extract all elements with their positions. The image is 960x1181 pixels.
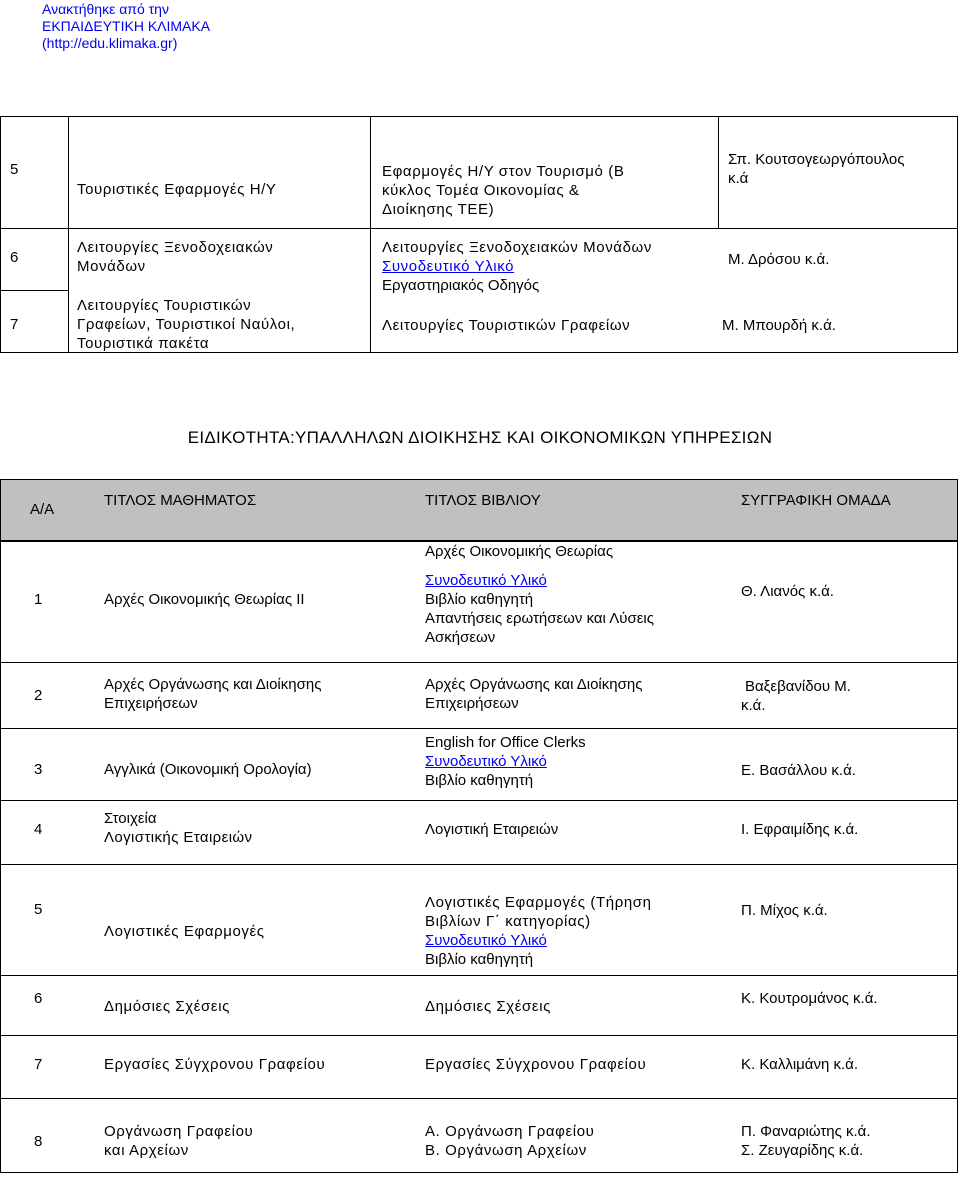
table-2-row-2-author: Βαξεβανίδου Μ. κ.ά.: [741, 678, 851, 714]
table-2-row-8-book: Α. Οργάνωση Γραφείου Β. Οργάνωση Αρχείων: [425, 1123, 595, 1159]
table-2-row-3-num: 3: [34, 761, 43, 778]
table-2-row-8-num: 8: [34, 1133, 43, 1150]
table-2-row-1-book: Αρχές Οικονομικής Θεωρίας Συνοδευτικό Υλικό Βιβλίο καθηγητή Απαντήσεις ερωτήσεων και Λύσεις Ασκήσεων: [425, 543, 654, 646]
source-line-2: ΕΚΠΑΙΔΕΥΤΙΚΗ ΚΛΙΜΑΚΑ: [42, 18, 211, 34]
table-2-row-4-course: Στοιχεία Λογιστικής Εταιρειών: [104, 810, 253, 846]
table-2-row-7-num: 7: [34, 1056, 43, 1073]
table-1-row-6-course: Λειτουργίες Ξενοδοχειακών Μονάδων: [77, 239, 274, 275]
table-1-row-5-book: Εφαρμογές Η/Υ στον Τουρισμό (Β κύκλος Τομέα Οικονομίας & Διοίκησης ΤΕΕ): [382, 163, 625, 218]
source-header: [42, 1, 210, 52]
table-2-row-3-author: Ε. Βασάλλου κ.ά.: [741, 762, 856, 779]
table-2-row-8-author: Π. Φαναριώτης κ.ά. Σ. Ζευγαρίδης κ.ά.: [741, 1123, 871, 1159]
table-1-row-5-num: 5: [10, 161, 19, 178]
table-2-row-4-author: Ι. Εφραιμίδης κ.ά.: [741, 821, 859, 838]
table-2-row-1-author: Θ. Λιανός κ.ά.: [741, 583, 834, 600]
table-2-row-7-author: Κ. Καλλιμάνη κ.ά.: [741, 1056, 858, 1073]
table-2-row-1-course: Αρχές Οικονομικής Θεωρίας ΙΙ: [104, 591, 305, 608]
table-2-row-6-num: 6: [34, 990, 43, 1007]
table-1-row-7-book: Λειτουργίες Τουριστικών Γραφείων: [382, 317, 631, 334]
table-2-row-3-course: Αγγλικά (Οικονομική Ορολογία): [104, 761, 312, 778]
table-1-row-7-num: 7: [10, 316, 19, 333]
table-2-row-1-num: 1: [34, 591, 43, 608]
table-1-row-6-book: Λειτουργίες Ξενοδοχειακών Μονάδων Συνοδευτικό Υλικό Εργαστηριακός Οδηγός: [382, 239, 652, 294]
table-2-row-4-book: Λογιστική Εταιρειών: [425, 821, 559, 838]
source-line-1: Ανακτήθηκε από την: [42, 1, 169, 17]
table-1-row-7-author: Μ. Μπουρδή κ.ά.: [722, 317, 836, 334]
header-author: ΣΥΓΓΡΑΦΙΚΗ ΟΜΑΔΑ: [741, 492, 891, 509]
section-title: ΕΙΔΙΚΟΤΗΤΑ:ΥΠΑΛΛΗΛΩΝ ΔΙΟΙΚΗΣΗΣ ΚΑΙ ΟΙΚΟΝΟΜΙΚΩΝ ΥΠΗΡΕΣΙΩΝ: [187, 428, 773, 447]
table-2-row-5-course: Λογιστικές Εφαρμογές: [104, 923, 265, 940]
header-num: Α/Α: [30, 501, 55, 518]
table-2-row-2-course: Αρχές Οργάνωσης και Διοίκησης Επιχειρήσεων: [104, 676, 322, 712]
table-2-row-7-course: Εργασίες Σύγχρονου Γραφείου: [104, 1056, 326, 1073]
table-2-row-5-author: Π. Μίχος κ.ά.: [741, 902, 828, 919]
table-2-row-5-num: 5: [34, 901, 43, 918]
table-2-row-8-course: Οργάνωση Γραφείου και Αρχείων: [104, 1123, 254, 1159]
table-1-row-7-course: Λειτουργίες Τουριστικών Γραφείων, Τουριστικοί Ναύλοι, Τουριστικά πακέτα: [77, 297, 296, 352]
table-1-row-6-author: Μ. Δρόσου κ.ά.: [728, 251, 830, 268]
source-line-3[interactable]: (http://edu.klimaka.gr): [42, 35, 178, 51]
table-2-row-7-book: Εργασίες Σύγχρονου Γραφείου: [425, 1056, 647, 1073]
table-1-row-6-num: 6: [10, 249, 19, 266]
header-course: ΤΙΤΛΟΣ ΜΑΘΗΜΑΤΟΣ: [104, 492, 257, 509]
table-2-row-6-book: Δημόσιες Σχέσεις: [425, 998, 551, 1015]
table-2-row-5-book: Λογιστικές Εφαρμογές (Τήρηση Βιβλίων Γ΄ κατηγορίας) Συνοδευτικό Υλικό Βιβλίο καθηγητή: [425, 894, 652, 968]
table-2-row-2-num: 2: [34, 687, 43, 704]
table-1-row-5-course: Τουριστικές Εφαρμογές Η/Υ: [77, 181, 277, 198]
table-2-row-4-num: 4: [34, 821, 43, 838]
table-2-row-6-course: Δημόσιες Σχέσεις: [104, 998, 230, 1015]
header-book: ΤΙΤΛΟΣ ΒΙΒΛΙΟΥ: [425, 492, 541, 509]
table-2-row-6-author: Κ. Κουτρομάνος κ.ά.: [741, 990, 878, 1007]
table-2-row-2-book: Αρχές Οργάνωσης και Διοίκησης Επιχειρήσεων: [425, 676, 643, 712]
table-1-row-5-author: Σπ. Κουτσογεωργόπουλος κ.ά: [728, 151, 905, 187]
table-2-row-3-book: English for Office Clerks Συνοδευτικό Υλικό Βιβλίο καθηγητή: [425, 734, 586, 789]
